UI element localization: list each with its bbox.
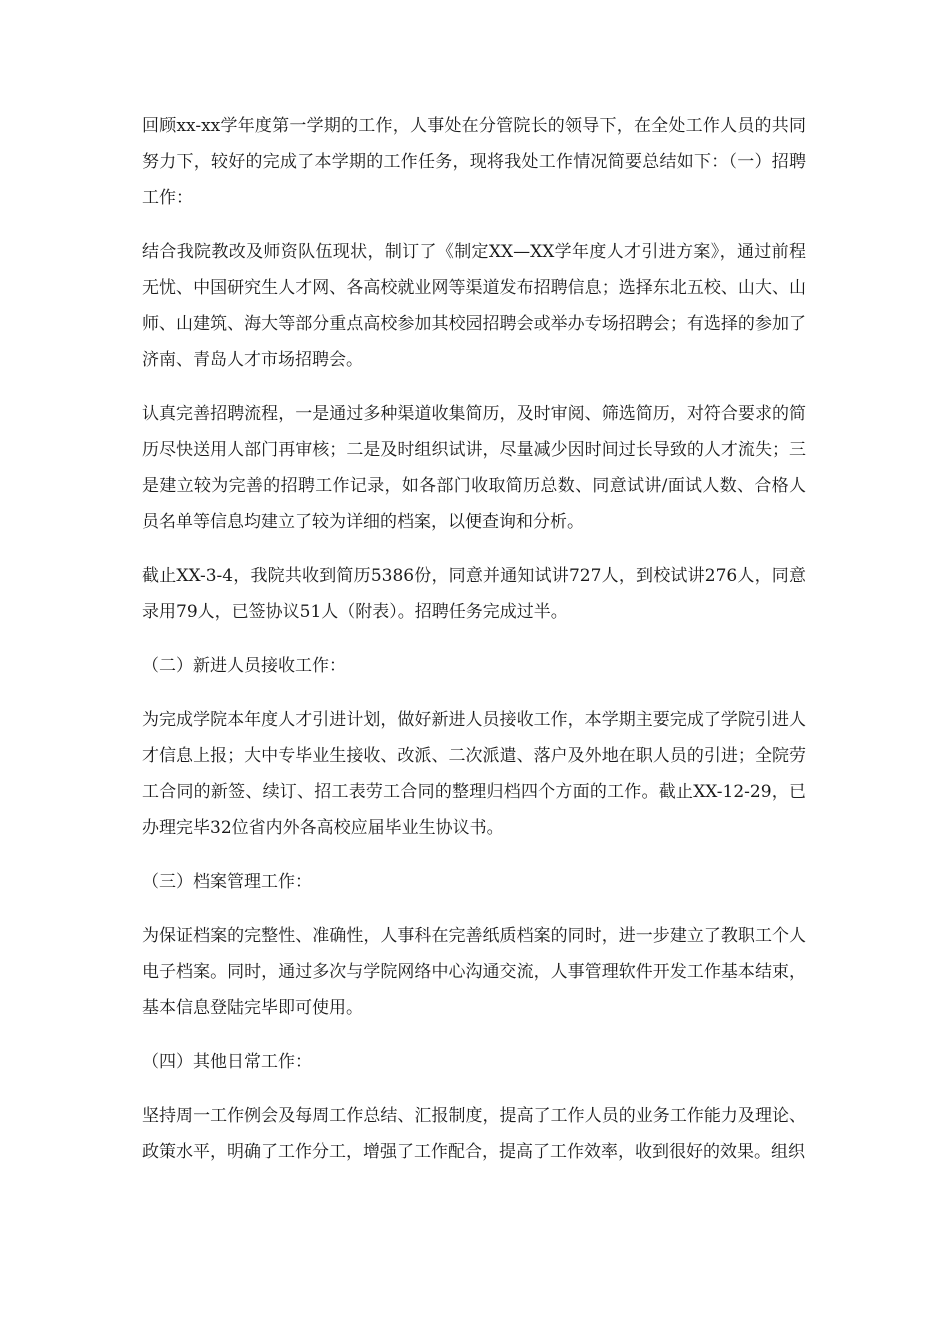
- paragraph-new-staff: 为完成学院本年度人才引进计划，做好新进人员接收工作，本学期主要完成了学院引进人才信息上报；大中专毕业生接收、改派、二次派遣、落户及外地在职人员的引进；全院劳工合同的新签、续订、招工表劳工合同的整理归档四个方面的工作。截止XX-12-29，已办理完毕32位省内外各高校应届毕业生协议书。: [142, 710, 806, 838]
- section-heading-archives: （三）档案管理工作：: [142, 872, 312, 892]
- paragraph-recruitment-stats: 截止XX-3-4，我院共收到简历5386份，同意并通知试讲727人，到校试讲276人，同意录用79人，已签协议51人（附表）。招聘任务完成过半。: [142, 566, 806, 622]
- document-body: [142, 108, 806, 1188]
- section-heading-daily-work: （四）其他日常工作：: [142, 1052, 312, 1072]
- paragraph-recruitment-process: 认真完善招聘流程，一是通过多种渠道收集简历，及时审阅、筛选简历，对符合要求的简历尽快送用人部门再审核；二是及时组织试讲，尽量减少因时间过长导致的人才流失；三是建立较为完善的招聘工作记录，如各部门收取简历总数、同意试讲/面试人数、合格人员名单等信息均建立了较为详细的档案，以便查询和分析。: [142, 404, 806, 532]
- paragraph-recruitment-channels: 结合我院教改及师资队伍现状，制订了《制定XX—XX学年度人才引进方案》，通过前程无忧、中国研究生人才网、各高校就业网等渠道发布招聘信息；选择东北五校、山大、山师、山建筑、海大等部分重点高校参加其校园招聘会或举办专场招聘会；有选择的参加了济南、青岛人才市场招聘会。: [142, 242, 806, 370]
- section-heading-new-staff: （二）新进人员接收工作：: [142, 656, 346, 676]
- paragraph-daily-work: 坚持周一工作例会及每周工作总结、汇报制度，提高了工作人员的业务工作能力及理论、政策水平，明确了工作分工，增强了工作配合，提高了工作效率，收到很好的效果。组织: [142, 1106, 806, 1162]
- paragraph-intro: 回顾xx-xx学年度第一学期的工作，人事处在分管院长的领导下，在全处工作人员的共同努力下，较好的完成了本学期的工作任务，现将我处工作情况简要总结如下：（一）招聘工作：: [142, 116, 806, 208]
- paragraph-archives: 为保证档案的完整性、准确性，人事科在完善纸质档案的同时，进一步建立了教职工个人电子档案。同时，通过多次与学院网络中心沟通交流，人事管理软件开发工作基本结束，基本信息登陆完毕即可使用。: [142, 926, 806, 1018]
